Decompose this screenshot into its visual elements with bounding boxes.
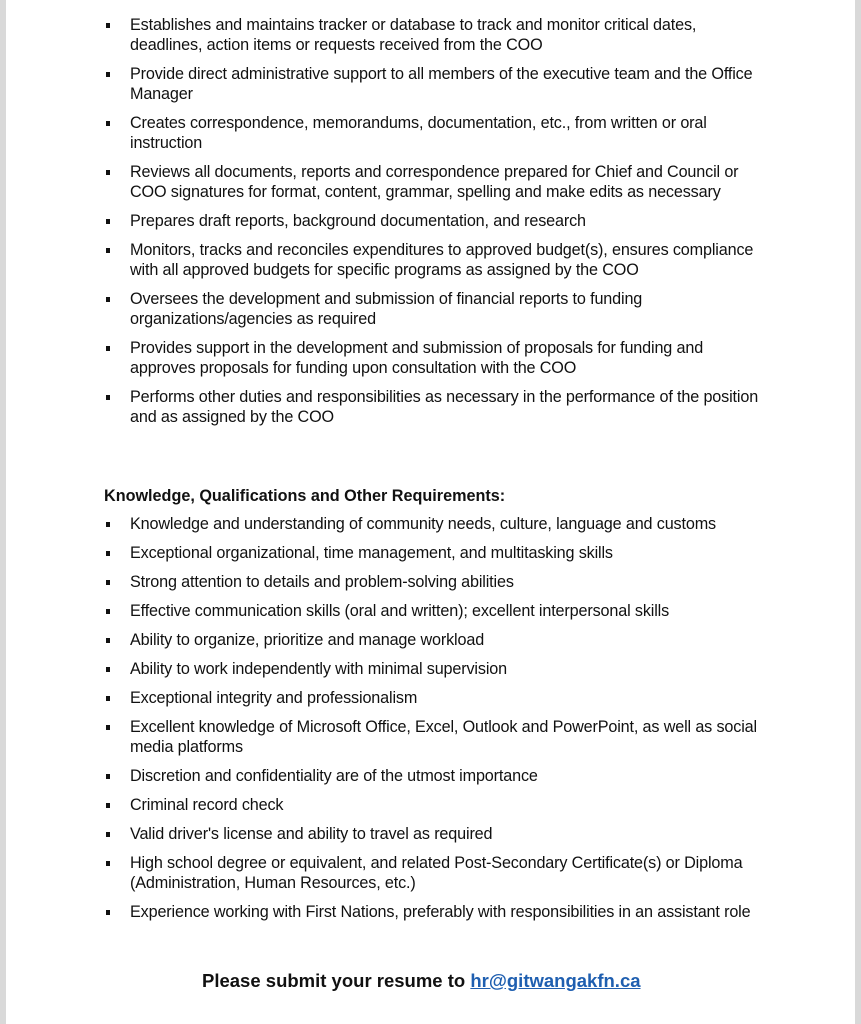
requirements-heading: Knowledge, Qualifications and Other Requirements: bbox=[104, 487, 506, 505]
requirements-list bbox=[6, 514, 770, 931]
bullet-icon bbox=[106, 23, 110, 28]
list-item: Monitors, tracks and reconciles expenditures to approved budget(s), ensures compliance with all approved budgets for specific programs as assigned by the COO bbox=[6, 240, 770, 280]
list-item: Exceptional integrity and professionalism bbox=[6, 688, 770, 708]
list-item: Oversees the development and submission of financial reports to funding organizations/agencies as required bbox=[6, 289, 770, 329]
list-item: Provides support in the development and submission of proposals for funding and approves proposals for funding upon consultation with the COO bbox=[6, 338, 770, 378]
duties-list bbox=[6, 15, 770, 436]
bullet-icon bbox=[106, 121, 110, 126]
list-item: Ability to organize, prioritize and manage workload bbox=[6, 630, 770, 650]
list-item: Establishes and maintains tracker or database to track and monitor critical dates, deadlines, action items or requests received from the COO bbox=[6, 15, 770, 55]
list-item: Prepares draft reports, background documentation, and research bbox=[6, 211, 770, 231]
bullet-icon bbox=[106, 774, 110, 779]
list-item: Criminal record check bbox=[6, 795, 770, 815]
list-item: Exceptional organizational, time management, and multitasking skills bbox=[6, 543, 770, 563]
bullet-icon bbox=[106, 725, 110, 730]
list-item: Strong attention to details and problem-solving abilities bbox=[6, 572, 770, 592]
list-item: Ability to work independently with minimal supervision bbox=[6, 659, 770, 679]
bullet-icon bbox=[106, 580, 110, 585]
bullet-icon bbox=[106, 72, 110, 77]
bullet-icon bbox=[106, 803, 110, 808]
bullet-icon bbox=[106, 861, 110, 866]
email-link[interactable]: hr@gitwangakfn.ca bbox=[470, 970, 641, 991]
list-item: Experience working with First Nations, preferably with responsibilities in an assistant role bbox=[6, 902, 770, 922]
bullet-icon bbox=[106, 170, 110, 175]
bullet-icon bbox=[106, 297, 110, 302]
bullet-icon bbox=[106, 910, 110, 915]
list-item: Provide direct administrative support to all members of the executive team and the Office Manager bbox=[6, 64, 770, 104]
document-page bbox=[6, 0, 855, 1024]
list-item: Excellent knowledge of Microsoft Office, Excel, Outlook and PowerPoint, as well as social media platforms bbox=[6, 717, 770, 757]
list-item: High school degree or equivalent, and related Post-Secondary Certificate(s) or Diploma (Administration, Human Resources, etc.) bbox=[6, 853, 770, 893]
submit-resume-line: Please submit your resume to hr@gitwangakfn.ca bbox=[202, 970, 641, 991]
bullet-icon bbox=[106, 346, 110, 351]
bullet-icon bbox=[106, 638, 110, 643]
bullet-icon bbox=[106, 395, 110, 400]
bullet-icon bbox=[106, 609, 110, 614]
list-item: Reviews all documents, reports and correspondence prepared for Chief and Council or COO signatures for format, content, grammar, spelling and make edits as necessary bbox=[6, 162, 770, 202]
bullet-icon bbox=[106, 219, 110, 224]
list-item: Effective communication skills (oral and written); excellent interpersonal skills bbox=[6, 601, 770, 621]
list-item: Performs other duties and responsibilities as necessary in the performance of the position and as assigned by the COO bbox=[6, 387, 770, 427]
list-item: Discretion and confidentiality are of the utmost importance bbox=[6, 766, 770, 786]
bullet-icon bbox=[106, 667, 110, 672]
bullet-icon bbox=[106, 832, 110, 837]
list-item: Knowledge and understanding of community needs, culture, language and customs bbox=[6, 514, 770, 534]
list-item: Valid driver's license and ability to travel as required bbox=[6, 824, 770, 844]
bullet-icon bbox=[106, 551, 110, 556]
bullet-icon bbox=[106, 696, 110, 701]
list-item: Creates correspondence, memorandums, documentation, etc., from written or oral instruction bbox=[6, 113, 770, 153]
bullet-icon bbox=[106, 248, 110, 253]
bullet-icon bbox=[106, 522, 110, 527]
